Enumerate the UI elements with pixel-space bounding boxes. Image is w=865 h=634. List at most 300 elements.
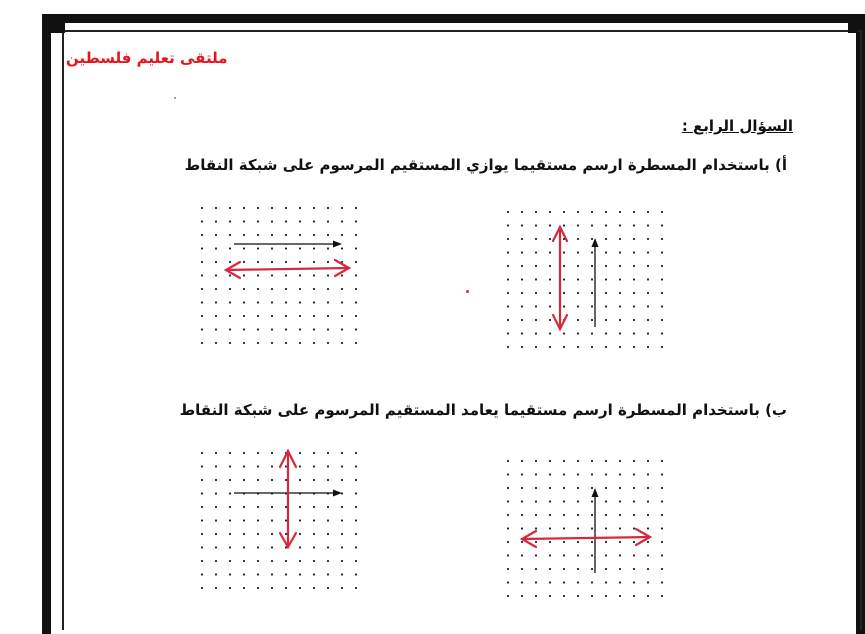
grid-dot bbox=[619, 541, 621, 543]
grid-dot bbox=[201, 328, 203, 330]
grid-dot bbox=[591, 460, 593, 462]
grid-dot bbox=[605, 581, 607, 583]
given-line-arrowhead bbox=[333, 241, 342, 248]
grid-dot bbox=[299, 587, 301, 589]
grid-dot bbox=[605, 460, 607, 462]
grid-dot bbox=[355, 342, 357, 344]
grid-dot bbox=[271, 220, 273, 222]
grid-dot bbox=[215, 247, 217, 249]
grid-dot bbox=[535, 581, 537, 583]
grid-dot bbox=[341, 573, 343, 575]
scan-speck bbox=[174, 97, 176, 99]
grid-dot bbox=[313, 452, 315, 454]
grid-dot bbox=[243, 452, 245, 454]
grid-dot bbox=[355, 465, 357, 467]
grid-dot bbox=[647, 595, 649, 597]
grid-dot bbox=[201, 261, 203, 263]
grid-dot bbox=[619, 278, 621, 280]
grid-dot bbox=[271, 274, 273, 276]
grid-dot bbox=[549, 332, 551, 334]
grid-dot bbox=[549, 319, 551, 321]
grid-dot bbox=[257, 587, 259, 589]
grid-dot bbox=[313, 506, 315, 508]
grid-dot bbox=[507, 460, 509, 462]
grid-dot bbox=[507, 251, 509, 253]
grid-dot bbox=[355, 301, 357, 303]
grid-dot bbox=[619, 473, 621, 475]
grid-dot bbox=[633, 568, 635, 570]
grid-dot bbox=[313, 533, 315, 535]
grid-dot bbox=[633, 514, 635, 516]
grid-dot bbox=[285, 274, 287, 276]
grid-dot bbox=[355, 261, 357, 263]
grid-dot bbox=[647, 332, 649, 334]
grid-dot bbox=[619, 500, 621, 502]
grid-dot bbox=[591, 581, 593, 583]
grid-dot bbox=[229, 261, 231, 263]
grid-dot bbox=[661, 473, 663, 475]
grid-dot bbox=[591, 568, 593, 570]
grid-dot bbox=[563, 568, 565, 570]
grid-dot bbox=[355, 234, 357, 236]
answer-perpendicular-line bbox=[280, 451, 296, 547]
grid-dot bbox=[591, 238, 593, 240]
grid-dot bbox=[355, 315, 357, 317]
answer-parallel-line bbox=[553, 227, 567, 329]
grid-dot bbox=[299, 288, 301, 290]
grid-dot bbox=[535, 346, 537, 348]
grid-dot bbox=[229, 573, 231, 575]
grid-dot bbox=[647, 319, 649, 321]
grid-dot bbox=[661, 460, 663, 462]
grid-dot bbox=[243, 519, 245, 521]
grid-dot bbox=[591, 251, 593, 253]
grid-dot bbox=[215, 452, 217, 454]
grid-dot bbox=[229, 301, 231, 303]
grid-dot bbox=[215, 533, 217, 535]
grid-dot bbox=[647, 514, 649, 516]
grid-dot bbox=[355, 519, 357, 521]
grid-dot bbox=[549, 265, 551, 267]
grid-dot bbox=[299, 274, 301, 276]
grid-dot bbox=[521, 595, 523, 597]
grid-dot bbox=[313, 220, 315, 222]
grid-dot bbox=[661, 265, 663, 267]
grid-dot bbox=[521, 514, 523, 516]
grid-dot bbox=[355, 247, 357, 249]
grid-dot bbox=[201, 234, 203, 236]
grid-dot bbox=[285, 465, 287, 467]
grid-dot bbox=[341, 560, 343, 562]
grid-dot bbox=[257, 315, 259, 317]
grid-dot bbox=[563, 211, 565, 213]
grid-dot bbox=[633, 473, 635, 475]
grid-dot bbox=[341, 315, 343, 317]
grid-dot bbox=[591, 211, 593, 213]
grid-dot bbox=[341, 533, 343, 535]
grid-dot bbox=[577, 238, 579, 240]
grid-dot bbox=[215, 546, 217, 548]
grid-dot bbox=[257, 247, 259, 249]
frame-corner-right bbox=[848, 23, 858, 33]
grid-dot bbox=[591, 473, 593, 475]
grid-dot bbox=[619, 595, 621, 597]
grid-dot bbox=[605, 265, 607, 267]
grid-dot bbox=[633, 305, 635, 307]
grid-dot bbox=[313, 301, 315, 303]
grid-dot bbox=[229, 247, 231, 249]
grid-dot bbox=[313, 261, 315, 263]
grid-dot bbox=[521, 224, 523, 226]
grid-dot bbox=[215, 220, 217, 222]
grid-dot bbox=[577, 319, 579, 321]
grid-dot bbox=[605, 346, 607, 348]
grid-dot bbox=[647, 265, 649, 267]
grid-dot bbox=[201, 492, 203, 494]
grid-dot bbox=[257, 506, 259, 508]
grid-dot bbox=[215, 573, 217, 575]
grid-dot bbox=[507, 514, 509, 516]
grid-dot bbox=[549, 473, 551, 475]
grid-dot bbox=[327, 452, 329, 454]
grid-dot bbox=[633, 238, 635, 240]
grid-dot bbox=[535, 319, 537, 321]
grid-dot bbox=[285, 573, 287, 575]
grid-dot bbox=[521, 527, 523, 529]
grid-dot bbox=[271, 247, 273, 249]
grid-dot bbox=[285, 328, 287, 330]
grid-dot bbox=[313, 315, 315, 317]
grid-dot bbox=[201, 546, 203, 548]
grid-dot bbox=[605, 527, 607, 529]
grid-dot bbox=[229, 274, 231, 276]
grid-dot bbox=[535, 332, 537, 334]
grid-dot bbox=[257, 328, 259, 330]
grid-dot bbox=[591, 554, 593, 556]
grid-dot bbox=[327, 546, 329, 548]
grid-dot bbox=[661, 595, 663, 597]
grid-dot bbox=[549, 595, 551, 597]
grid-dot bbox=[215, 519, 217, 521]
grid-dot bbox=[215, 587, 217, 589]
grid-dot bbox=[507, 292, 509, 294]
grid-dot bbox=[507, 487, 509, 489]
grid-dot bbox=[201, 247, 203, 249]
grid-dot bbox=[215, 328, 217, 330]
grid-dot bbox=[633, 460, 635, 462]
grid-dot bbox=[591, 305, 593, 307]
grid-dot bbox=[327, 247, 329, 249]
grid-dot bbox=[285, 533, 287, 535]
grid-dot bbox=[271, 519, 273, 521]
grid-dot bbox=[507, 238, 509, 240]
grid-dot bbox=[229, 220, 231, 222]
grid-dot bbox=[243, 247, 245, 249]
grid-dot bbox=[535, 305, 537, 307]
grid-dot bbox=[507, 346, 509, 348]
grid-dot bbox=[355, 328, 357, 330]
grid-dot bbox=[549, 278, 551, 280]
grid-dot bbox=[605, 224, 607, 226]
answer-perpendicular-line bbox=[522, 529, 650, 547]
grid-dot bbox=[577, 224, 579, 226]
grid-dot bbox=[243, 587, 245, 589]
grid-dot bbox=[229, 234, 231, 236]
grid-dot bbox=[633, 595, 635, 597]
grid-dot bbox=[549, 514, 551, 516]
grid-dot bbox=[661, 541, 663, 543]
grid-dot bbox=[647, 305, 649, 307]
grid-dot bbox=[271, 301, 273, 303]
grid-dot bbox=[549, 500, 551, 502]
grid-dot bbox=[577, 332, 579, 334]
grid-dot bbox=[355, 546, 357, 548]
grid-dot bbox=[521, 541, 523, 543]
grid-dot bbox=[549, 581, 551, 583]
grid-dot bbox=[661, 487, 663, 489]
grid-dot bbox=[257, 207, 259, 209]
grid-dot bbox=[563, 265, 565, 267]
grid-dot bbox=[647, 487, 649, 489]
grid-dot bbox=[257, 234, 259, 236]
grid-dot bbox=[577, 278, 579, 280]
grid-dot bbox=[257, 342, 259, 344]
grid-dot bbox=[201, 587, 203, 589]
grid-dot bbox=[243, 301, 245, 303]
grid-dot bbox=[201, 452, 203, 454]
grid-dot bbox=[535, 500, 537, 502]
grid-dot bbox=[229, 533, 231, 535]
grid-dot bbox=[355, 533, 357, 535]
grid-dot bbox=[577, 554, 579, 556]
grid-dot bbox=[229, 328, 231, 330]
grid-dot bbox=[257, 261, 259, 263]
grid-dot bbox=[535, 595, 537, 597]
grid-dot bbox=[619, 554, 621, 556]
grid-dot bbox=[549, 527, 551, 529]
grid-dot bbox=[521, 346, 523, 348]
grid-dot bbox=[535, 568, 537, 570]
grid-dot bbox=[341, 546, 343, 548]
grid-dot bbox=[535, 265, 537, 267]
grid-dot bbox=[327, 315, 329, 317]
grid-dot bbox=[563, 473, 565, 475]
grid-dot bbox=[661, 224, 663, 226]
grid-dot bbox=[257, 452, 259, 454]
grid-dot bbox=[507, 211, 509, 213]
grid-dot bbox=[591, 500, 593, 502]
grid-dot bbox=[327, 479, 329, 481]
grid-dot bbox=[299, 452, 301, 454]
grid-dot bbox=[507, 319, 509, 321]
grid-dot bbox=[229, 315, 231, 317]
part-b-instruction: ب) باستخدام المسطرة ارسم مستقيما يعامد المستقيم المرسوم على شبكة النقاط bbox=[179, 401, 787, 419]
grid-dot bbox=[633, 224, 635, 226]
grid-dot bbox=[633, 527, 635, 529]
grid-dot bbox=[633, 251, 635, 253]
grid-dot bbox=[619, 346, 621, 348]
grid-dot bbox=[619, 460, 621, 462]
grid-dot bbox=[535, 527, 537, 529]
grid-dot bbox=[591, 265, 593, 267]
grid-dot bbox=[633, 500, 635, 502]
grid-dot bbox=[591, 332, 593, 334]
grid-dot bbox=[299, 261, 301, 263]
grid-dot bbox=[535, 473, 537, 475]
grid-dot bbox=[521, 554, 523, 556]
grid-dot bbox=[285, 207, 287, 209]
grid-dot bbox=[285, 479, 287, 481]
grid-dot bbox=[229, 492, 231, 494]
grid-dot bbox=[605, 473, 607, 475]
grid-dot bbox=[299, 560, 301, 562]
grid-dot bbox=[521, 305, 523, 307]
grid-dot bbox=[201, 315, 203, 317]
grid-dot bbox=[243, 220, 245, 222]
grid-dot bbox=[521, 251, 523, 253]
grid-dot bbox=[521, 460, 523, 462]
grid-dot bbox=[591, 514, 593, 516]
grid-dot bbox=[201, 207, 203, 209]
grid-dot bbox=[271, 479, 273, 481]
grid-dot bbox=[215, 288, 217, 290]
grid-dot bbox=[229, 560, 231, 562]
grid-dot bbox=[633, 581, 635, 583]
grid-dot bbox=[243, 533, 245, 535]
dot-grid bbox=[201, 207, 357, 344]
grid-dot bbox=[355, 452, 357, 454]
grid-dot bbox=[563, 554, 565, 556]
grid-dot bbox=[271, 546, 273, 548]
grid-dot bbox=[549, 568, 551, 570]
grid-dot bbox=[563, 541, 565, 543]
grid-dot bbox=[257, 546, 259, 548]
grid-dot bbox=[507, 541, 509, 543]
grid-dot bbox=[661, 251, 663, 253]
grid-dot bbox=[215, 207, 217, 209]
grid-dot bbox=[647, 292, 649, 294]
grid-dot bbox=[507, 278, 509, 280]
grid-dot bbox=[577, 568, 579, 570]
grid-dot bbox=[661, 238, 663, 240]
grid-dot bbox=[257, 573, 259, 575]
grid-dot bbox=[299, 328, 301, 330]
grid-dot bbox=[507, 332, 509, 334]
grid-dot bbox=[605, 541, 607, 543]
grid-dot bbox=[299, 220, 301, 222]
grid-dot bbox=[257, 220, 259, 222]
grid-dot bbox=[647, 500, 649, 502]
grid-dot bbox=[341, 519, 343, 521]
grid-dot bbox=[243, 573, 245, 575]
grid-dot bbox=[215, 465, 217, 467]
grid-dot bbox=[619, 487, 621, 489]
grid-dot bbox=[299, 247, 301, 249]
given-line-arrowhead bbox=[333, 490, 342, 497]
grid-dot bbox=[201, 288, 203, 290]
grid-dot bbox=[285, 519, 287, 521]
grid-a-right bbox=[502, 205, 672, 360]
grid-dot bbox=[633, 211, 635, 213]
grid-dot bbox=[619, 527, 621, 529]
grid-dot bbox=[229, 342, 231, 344]
grid-dot bbox=[563, 514, 565, 516]
grid-dot bbox=[661, 514, 663, 516]
grid-dot bbox=[201, 560, 203, 562]
grid-dot bbox=[605, 238, 607, 240]
grid-dot bbox=[549, 541, 551, 543]
grid-dot bbox=[507, 224, 509, 226]
grid-dot bbox=[535, 224, 537, 226]
grid-dot bbox=[521, 473, 523, 475]
grid-dot bbox=[605, 292, 607, 294]
grid-dot bbox=[285, 288, 287, 290]
frame-corner-left bbox=[51, 23, 65, 33]
grid-dot bbox=[285, 506, 287, 508]
grid-dot bbox=[577, 581, 579, 583]
grid-dot bbox=[299, 234, 301, 236]
grid-dot bbox=[647, 460, 649, 462]
grid-dot bbox=[341, 587, 343, 589]
grid-dot bbox=[355, 288, 357, 290]
grid-dot bbox=[619, 211, 621, 213]
grid-dot bbox=[355, 492, 357, 494]
grid-dot bbox=[563, 346, 565, 348]
grid-dot bbox=[299, 519, 301, 521]
grid-dot bbox=[327, 560, 329, 562]
grid-dot bbox=[549, 305, 551, 307]
grid-dot bbox=[285, 342, 287, 344]
grid-dot bbox=[591, 487, 593, 489]
grid-dot bbox=[619, 251, 621, 253]
grid-dot bbox=[201, 479, 203, 481]
grid-dot bbox=[577, 541, 579, 543]
grid-dot bbox=[285, 315, 287, 317]
grid-dot bbox=[271, 506, 273, 508]
grid-dot bbox=[341, 288, 343, 290]
grid-dot bbox=[271, 234, 273, 236]
grid-dot bbox=[243, 261, 245, 263]
grid-dot bbox=[605, 305, 607, 307]
grid-dot bbox=[327, 465, 329, 467]
grid-dot bbox=[229, 587, 231, 589]
grid-dot bbox=[521, 568, 523, 570]
grid-dot bbox=[313, 342, 315, 344]
grid-dot bbox=[313, 288, 315, 290]
grid-dot bbox=[549, 238, 551, 240]
grid-dot bbox=[563, 500, 565, 502]
grid-dot bbox=[507, 581, 509, 583]
grid-dot bbox=[647, 238, 649, 240]
grid-dot bbox=[257, 560, 259, 562]
grid-dot bbox=[535, 251, 537, 253]
grid-dot bbox=[577, 514, 579, 516]
grid-dot bbox=[591, 319, 593, 321]
grid-dot bbox=[299, 573, 301, 575]
grid-dot bbox=[327, 301, 329, 303]
grid-dot bbox=[577, 265, 579, 267]
grid-dot bbox=[605, 487, 607, 489]
grid-dot bbox=[201, 506, 203, 508]
grid-dot bbox=[313, 207, 315, 209]
grid-dot bbox=[313, 328, 315, 330]
grid-dot bbox=[355, 207, 357, 209]
grid-dot bbox=[229, 519, 231, 521]
grid-dot bbox=[661, 500, 663, 502]
grid-b-left bbox=[196, 447, 366, 597]
grid-dot bbox=[299, 207, 301, 209]
grid-dot bbox=[271, 560, 273, 562]
